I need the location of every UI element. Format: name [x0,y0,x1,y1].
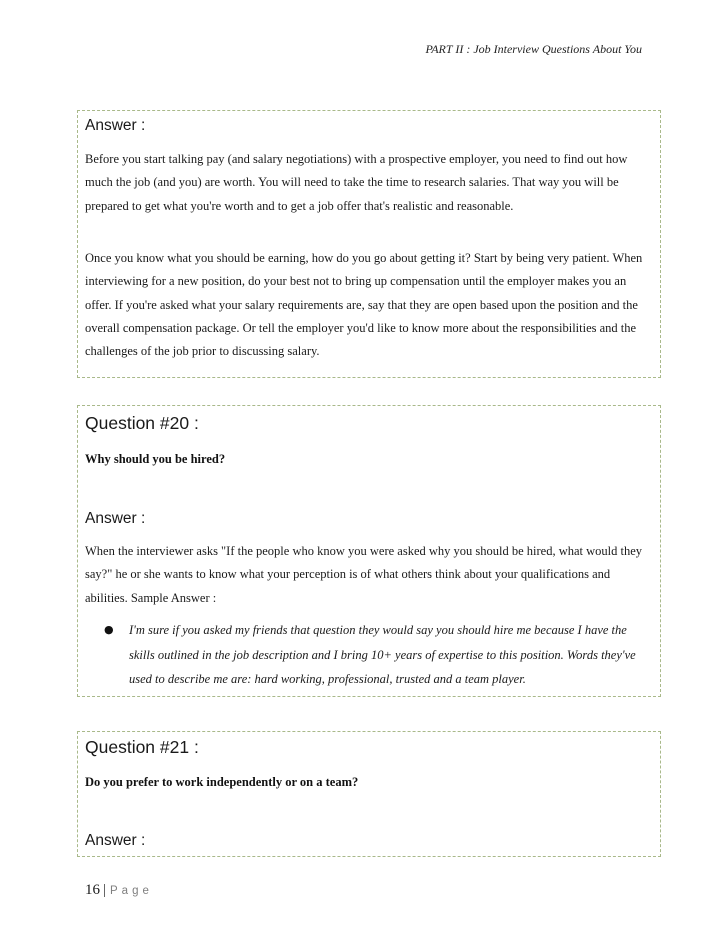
answer-label: Answer : [85,510,146,527]
answer-paragraph-1: Before you start talking pay (and salary negotiations) with a prospective employer, you need to find out how much the job (and you) are worth. You will need to take the time to research salaries. That way you will be prepared to get what you're worth and to get a job offer that's realistic and reasonable. [85,152,628,213]
question-text: Why should you be hired? [85,452,226,466]
answer-label: Answer : [85,832,146,849]
answer-label: Answer : [85,117,146,134]
answer-paragraph-2: Once you know what you should be earning, how do you go about getting it? Start by being very patient. When interviewing for a new position, do your best not to bring up compensation until the employer makes you an offer. If you're asked what your salary requirements are, say that they are open based upon the position and the overall compensation package. Or tell the employer you'd like to know more about the responsibilities and the challenges of the job prior to discussing salary. [85,251,643,359]
page-number: 16 [85,882,100,898]
bullet-icon: ● [104,623,114,636]
footer-separator: | [103,882,107,898]
question-text: Do you prefer to work independently or on a team? [85,775,359,789]
answer-paragraph: When the interviewer asks "If the people who know you were asked why you should be hired, what would they say?" he or she wants to know what your perception is of what others think about your qualifications and abilities. Sample Answer : [85,544,643,605]
question-box-21 [77,731,661,857]
question-label: Question #20 : [85,413,199,433]
running-header: PART II : Job Interview Questions About You [425,42,642,56]
page-footer [85,882,153,899]
question-box-20 [77,405,661,697]
sample-answer-text: I'm sure if you asked my friends that question they would say you should hire me because I have the skills outlined in the job description and I bring 10+ years of expertise to this position. Words they've used to describe me are: hard working, professional, trusted and a team player. [129,623,636,686]
question-label: Question #21 : [85,737,199,757]
page-word: Page [110,885,153,897]
answer-box-salary [77,110,661,378]
